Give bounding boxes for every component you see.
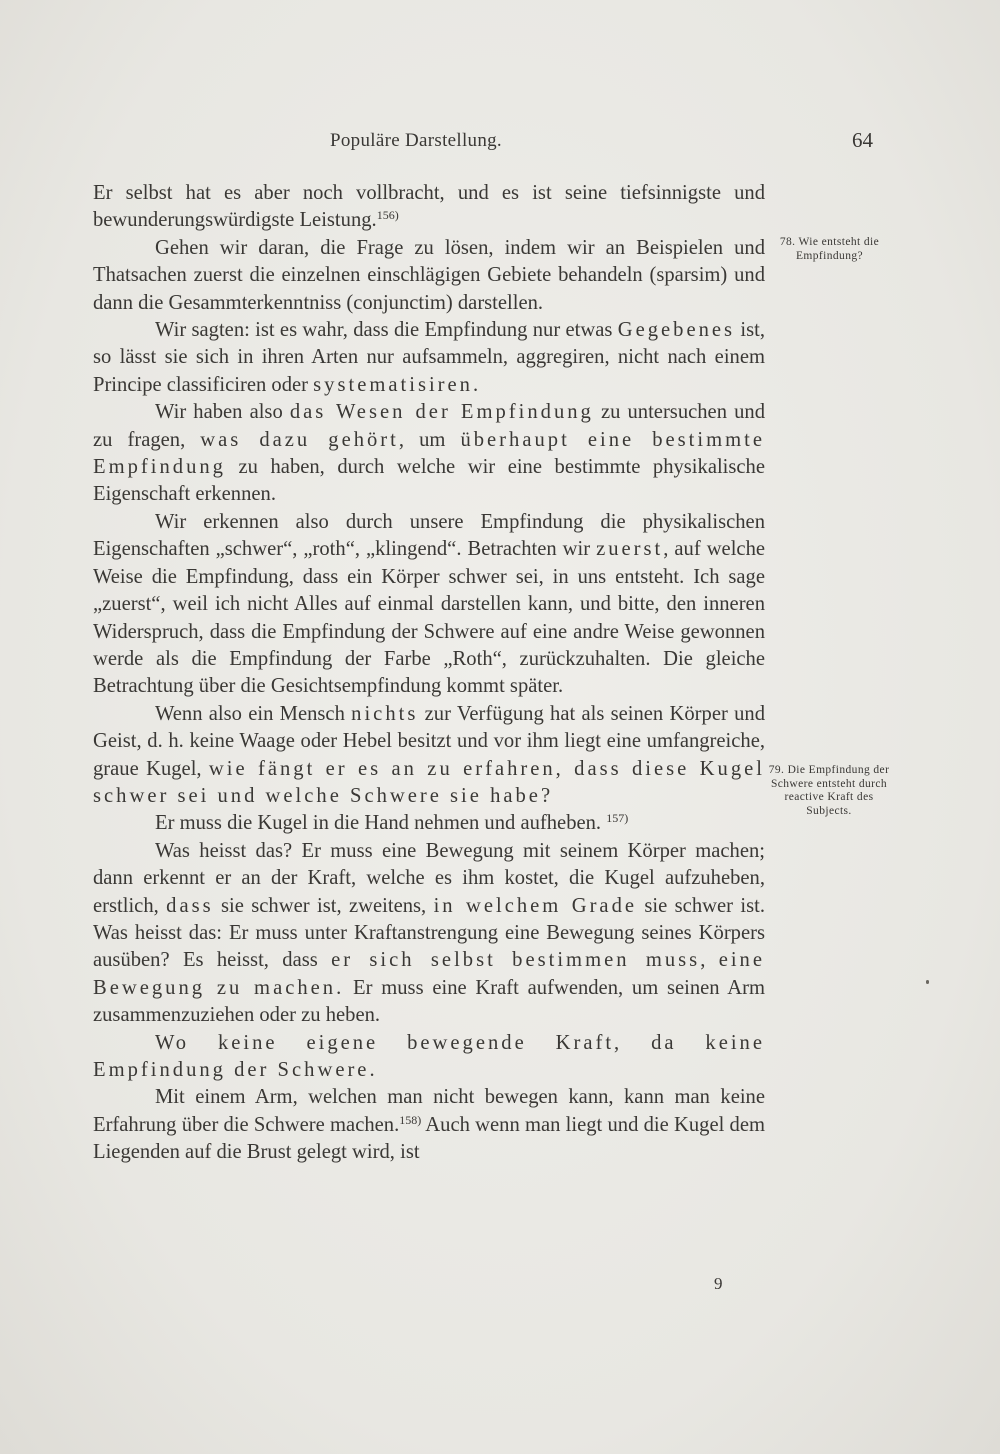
marginal-note-79 xyxy=(764,764,894,818)
signature-mark: 9 xyxy=(714,1274,723,1293)
text-segment: Wir sagten: ist es wahr, dass die Empfindung nur etwas xyxy=(155,319,618,342)
paragraph xyxy=(93,317,765,399)
text-segment: , auf welche Weise die Empfindung, dass ein Körper schwer sei, in uns entsteht. Ich sage „zuerst“, weil ich nicht Alles auf einmal darstellen kann, und bitte, den inneren Widerspruch, dass die Empfindung der Schwere auf eine andre Weise gewonnen werde als die Empfindung der Farbe „Roth“, zurückzuhalten. Die gleiche Betrachtung über die Gesichtsempfindung kommt später. xyxy=(93,538,766,698)
marginal-note-78 xyxy=(762,236,897,263)
emphasized-text: in welchem Grade xyxy=(433,894,638,917)
text-segment: , um xyxy=(398,428,461,451)
text-segment: Auch wenn man liegt und die Kugel dem Liegenden auf die Brust gelegt wird, ist xyxy=(93,1113,765,1164)
page-number: 64 xyxy=(852,128,873,152)
text-segment: Wir haben also xyxy=(155,401,290,424)
emphasized-text: was dazu gehört xyxy=(200,428,399,451)
marginal-note-text: Wie entsteht die Empfindung? xyxy=(796,236,880,262)
paragraph xyxy=(93,399,765,509)
text-segment: Wenn also ein Mensch xyxy=(155,702,352,725)
text-segment: Er muss eine Kraft aufwenden, um seinen Arm zusammenzuziehen oder zu heben. xyxy=(93,976,765,1027)
paragraph xyxy=(93,509,765,701)
paragraph xyxy=(93,1084,765,1166)
emphasized-text: er sich selbst bestimmen muss xyxy=(331,949,701,972)
paragraph xyxy=(93,838,765,1030)
text-segment: Er muss die Kugel in die Hand nehmen und aufheben. xyxy=(155,812,607,835)
text-segment: Gehen wir daran, die Frage zu lösen, indem wir an Beispielen und Thatsachen zuerst die einzelnen einschlägigen Gebiete behandeln (sparsim) und dann die Gesammterkenntniss (conjunctim) darstellen. xyxy=(93,236,765,314)
marginal-note-text: Die Empfindung der Schwere entsteht durch reactive Kraft des Subjects. xyxy=(770,764,890,817)
paragraph xyxy=(93,235,765,317)
text-segment: Was heisst das? Er muss eine Bewegung mit seinem Körper machen; dann erkennt er an der Kraft, welche es ihm kostet, die Kugel aufzuheben, erstlich, xyxy=(93,839,765,917)
emphasized-text: Wo keine eigene bewegende Kraft, da keine Empfindung der Schwere. xyxy=(93,1031,765,1081)
text-segment: zu untersuchen und zu fragen, xyxy=(93,401,765,451)
emphasized-text: systematisiren. xyxy=(313,373,482,396)
footnote-reference: 158) xyxy=(399,1112,422,1127)
emphasized-text: das Wesen der Empfindung xyxy=(289,401,594,424)
text-segment: Mit einem Arm, welchen man nicht bewegen kann, kann man keine Erfahrung über die Schwere machen. xyxy=(93,1086,765,1136)
paragraph xyxy=(93,810,765,837)
emphasized-text: wie fängt er es an zu erfahren, dass diese Kugel schwer sei und welche Schwere sie habe? xyxy=(93,757,765,807)
emphasized-text: zuerst xyxy=(596,538,664,561)
paper-speck xyxy=(926,980,929,984)
emphasized-text: dass xyxy=(166,894,214,917)
text-segment: Wir erkennen also durch unsere Empfindung die physikalischen Eigenschaften „schwer“, „roth“, „klingend“. Betrachten wir xyxy=(93,510,765,561)
footnote-reference: 157) xyxy=(606,811,629,826)
emphasized-text: eine Bewegung zu machen. xyxy=(93,949,765,999)
paragraph xyxy=(93,701,765,811)
emphasized-text: Gegebenes xyxy=(617,319,736,342)
text-segment: , xyxy=(700,949,719,972)
paragraph xyxy=(93,180,765,235)
text-segment: sie schwer ist. Was heisst das: Er muss unter Kraftanstrengung eine Bewegung seines Körpers ausüben? Es heisst, dass xyxy=(93,894,765,972)
text-segment: zu haben, durch welche wir eine bestimmte physikalische Eigenschaft erkennen. xyxy=(93,456,765,506)
footnote-reference: 156) xyxy=(376,208,399,223)
text-segment: zur Verfügung hat als seinen Körper und Geist, d. h. keine Waage oder Hebel besitzt und vor ihm liegt eine umfangreiche, graue Kugel, xyxy=(93,702,765,780)
marginal-note-number: 78. xyxy=(779,236,796,248)
text-segment: Er selbst hat es aber noch vollbracht, und es ist seine tiefsinnigste und bewunderungswürdigste Leistung. xyxy=(93,182,765,232)
text-segment: sie schwer ist, zweitens, xyxy=(213,894,434,917)
marginal-note-number: 79. xyxy=(768,764,785,776)
running-title: Populäre Darstellung. xyxy=(330,130,502,151)
paragraph xyxy=(93,1030,765,1085)
emphasized-text: nichts xyxy=(351,702,419,725)
text-segment: ist, so lässt sie sich in ihren Arten nur aufsammeln, aggregiren, nicht nach einem Principe classificiren oder xyxy=(93,319,765,396)
emphasized-text: überhaupt eine bestimmte Empfindung xyxy=(93,428,765,479)
body-text xyxy=(93,180,765,1167)
